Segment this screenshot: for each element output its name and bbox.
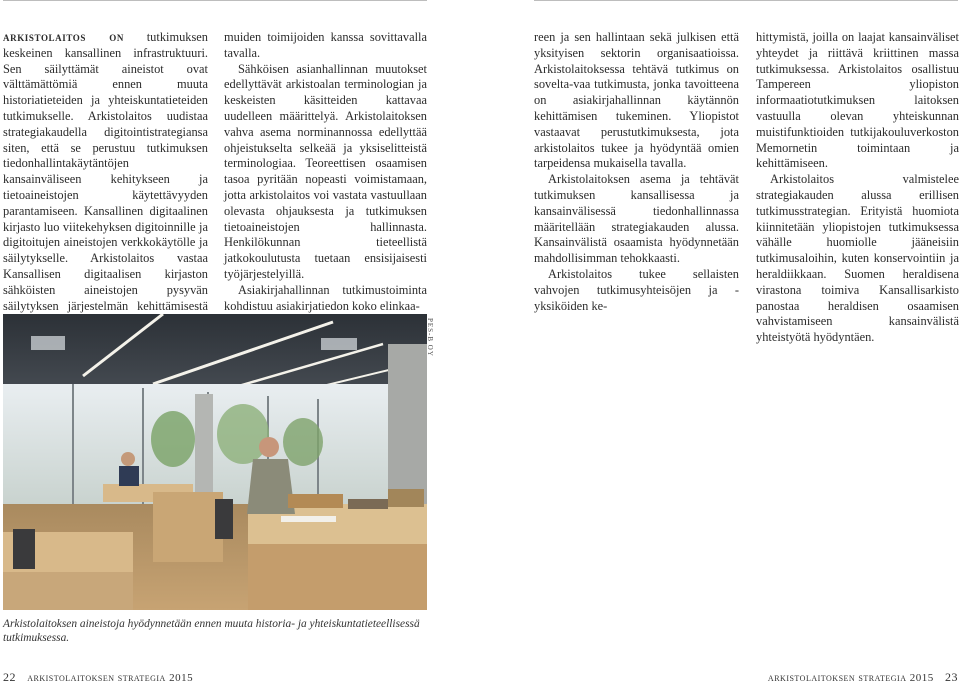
footer-left xyxy=(3,670,193,685)
page-number: 23 xyxy=(945,670,958,684)
photo-caption: Arkistolaitoksen aineistoja hyödynnetään ennen muuta historia- ja yhteiskuntatieteellisessä tutkimuksessa. xyxy=(3,618,420,644)
paragraph: reen ja sen hallintaan sekä julkisen että yksityisen sektorin organisaatioissa. Arkistolaitoksessa tehtävä tutkimus on sovelta-vaa tutkimusta, jonka tavoitteena on asiakirjahallinnan käytännön kehittämisen tukeminen. Yliopistot vastaavat perustutkimuksesta, jota arkistolaitos tukee ja hyödyntää omien tarpeidensa mukaisella tavalla. xyxy=(534,30,739,171)
paragraph-text: tutkimuksen keskeinen kansallinen infrastruktuuri. Sen säilyttämät aineistot ovat välttämättömiä ennen muuta historiatieteiden ja yhteiskuntatieteiden tutkimukselle. Arkistolaitos uudistaa strategiakaudella digitointistrategiansa siten, että se perustuu tutkimuksen tiedonhallintakäytäntöjen kansainväliseen kehitykseen ja tietoaineistojen käytettävyyden parantamiseen. Kansallinen digitaalinen kirjasto luo viitekehyksen digitoinnille ja digitoitujen aineistojen verkkokäytölle ja säilytykselle. Arkistolaitos vastaa Kansallisen digitaalisen kirjaston sähköisten aineistojen pysyvän säilytyksen järjestelmän kehittämisestä xyxy=(3,30,208,313)
page-number: 22 xyxy=(3,670,16,684)
text-column-1 xyxy=(3,30,208,330)
paragraph: Arkistolaitoksen asema ja tehtävät tutkimuksen kansallisessa ja kansainvälisessä tiedonhallinnassa määritellään strategiakauden alussa. Kansainvälistä osaamista hyödynnetään mahdollisimman tehokkaasti. xyxy=(534,172,739,266)
reading-room-photo xyxy=(3,314,427,610)
text-column-3 xyxy=(534,30,739,314)
paragraph xyxy=(3,30,208,330)
paragraph: Asiakirjahallinnan tutkimustoiminta kohdistuu asiakirjatiedon koko elinkaa- xyxy=(224,282,427,313)
top-rule-right xyxy=(534,0,958,1)
running-title: arkistolaitoksen strategia 2015 xyxy=(27,672,194,684)
paragraph: Arkistolaitos tukee sellaisten vahvojen tutkimusyhteisöjen ja -yksiköiden ke- xyxy=(534,266,739,313)
text-column-2 xyxy=(224,30,427,314)
paragraph: muiden toimijoiden kanssa sovittavalla tavalla. xyxy=(224,30,427,60)
lead-in: arkistolaitos on xyxy=(3,30,125,44)
text-column-4 xyxy=(756,30,959,346)
paragraph: Sähköisen asianhallinnan muutokset edellyttävät arkistoalan terminologian ja keskeisten käsitteiden kattavaa uudelleen määrittelyä. Arkistolaitoksen vahva asema norminannossa edellyttää ohjeistukselta selkeää ja yksiselitteistä terminologiaa. Teoreettisen osaamisen tasoa pyritään nopeasti voimistamaan, jotta arkistolaitos voi vastata vastuullaan olevasta ohjauksesta ja tutkimuksen tietoaineistojen hallinnasta. Henkilökunnan tieteellistä jatkokoulutusta tuetaan ensisijaisesti työjärjestelyillä. xyxy=(224,61,427,281)
footer-right xyxy=(768,670,958,685)
top-rule-left xyxy=(3,0,427,1)
reading-room-illustration xyxy=(3,314,427,610)
running-title: arkistolaitoksen strategia 2015 xyxy=(767,672,934,684)
paragraph: Arkistolaitos valmistelee strategiakauden alussa erillisen tutkimusstrategian. Erityistä huomiota kiinnitetään yliopistojen tutkimuksessa vähälle huomiolle jääneisiin tutkimusaloihin, kuten konservointiin ja heraldiikkaan. Suomen heraldisena virastona toimiva Kansallisarkisto panostaa heraldisen osaamisen vahvistamiseen kansainvälistä yhteistyötä hyödyntäen. xyxy=(756,172,959,345)
photo-credit: PES-B OY xyxy=(426,318,434,357)
paragraph: hittymistä, joilla on laajat kansainväliset yhteydet ja riittävä kriittinen massa tutkimuksessa. Arkistolaitos osallistuu Tampereen yliopiston informaatiotutkimuksen laitoksen vastuulla olevan yhteiskunnan muistifunktioiden tutkijakouluverkoston Memornetin toimintaan ja kehittämiseen. xyxy=(756,30,959,171)
